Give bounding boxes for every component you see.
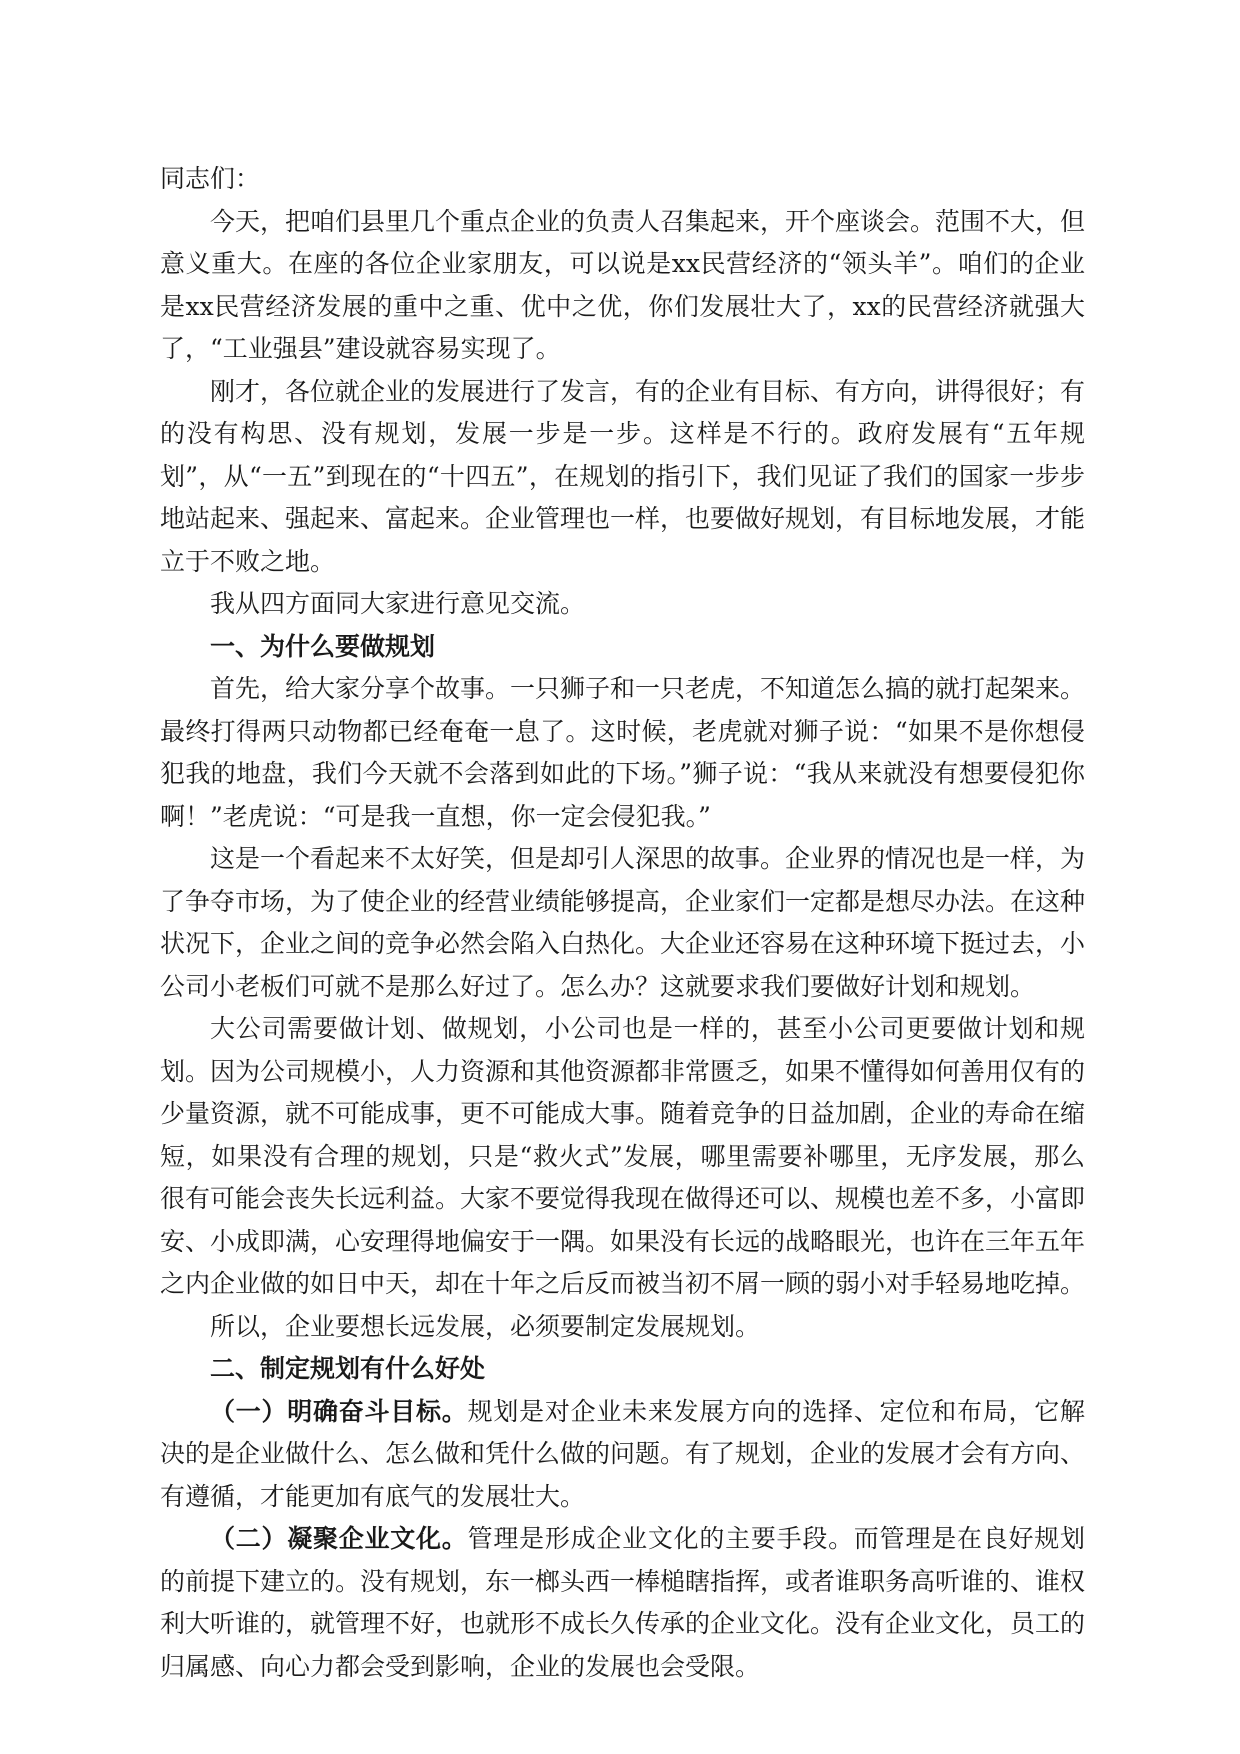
section-1-paragraph-1: 首先，给大家分享个故事。一只狮子和一只老虎，不知道怎么搞的就打起架来。最终打得两只动物都已经奄奄一息了。这时候，老虎就对狮子说：“如果不是你想侵犯我的地盘，我们今天就不会落到如此的下场。”狮子说：“我从来就没有想要侵犯你啊！”老虎说：“可是我一直想，你一定会侵犯我。” — [160, 674, 1086, 831]
document-body — [160, 158, 1085, 1688]
section-2-item-2-title: （二）凝聚企业文化。 — [210, 1524, 468, 1553]
section-1-paragraph-2: 这是一个看起来不太好笑，但是却引人深思的故事。企业界的情况也是一样，为了争夺市场，为了使企业的经营业绩能够提高，企业家们一定都是想尽办法。在这种状况下，企业之间的竞争必然会陷入白热化。大企业还容易在这种环境下挺过去，小公司小老板们可就不是那么好过了。怎么办？这就要求我们要做好计划和规划。 — [160, 844, 1086, 1001]
section-1-heading: 一、为什么要做规划 — [210, 631, 436, 661]
section-2-item-2-text: 管理是形成企业文化的主要手段。而管理是在良好规划的前提下建立的。没有规划，东一榔头西一棒槌瞎指挥，或者谁职务高听谁的、谁权利大听谁的，就管理不好，也就形不成长久传承的企业文化。没有企业文化，员工的归属感、向心力都会受到影响，企业的发展也会受限。 — [160, 1524, 1086, 1681]
intro-paragraph-1: 今天，把咱们县里几个重点企业的负责人召集起来，开个座谈会。范围不大，但意义重大。在座的各位企业家朋友，可以说是xx民营经济的“领头羊”。咱们的企业是xx民营经济发展的重中之重、优中之优，你们发展壮大了，xx的民营经济就强大了，“工业强县”建设就容易实现了。 — [160, 206, 1086, 363]
salutation: 同志们： — [160, 164, 261, 193]
intro-paragraph-3: 我从四方面同大家进行意见交流。 — [210, 589, 586, 618]
intro-paragraph-2: 刚才，各位就企业的发展进行了发言，有的企业有目标、有方向，讲得很好；有的没有构思、没有规划，发展一步是一步。这样是不行的。政府发展有“五年规划”，从“一五”到现在的“十四五”，在规划的指引下，我们见证了我们的国家一步步地站起来、强起来、富起来。企业管理也一样，也要做好规划，有目标地发展，才能立于不败之地。 — [160, 376, 1086, 576]
section-2-item-1-title: （一）明确奋斗目标。 — [210, 1396, 468, 1426]
section-2-item-1-text: 规划是对企业未来发展方向的选择、定位和布局，它解决的是企业做什么、怎么做和凭什么做的问题。有了规划，企业的发展才会有方向、有遵循，才能更加有底气的发展壮大。 — [160, 1396, 1086, 1511]
section-1-paragraph-4: 所以，企业要想长远发展，必须要制定发展规划。 — [210, 1311, 761, 1341]
section-2-heading: 二、制定规划有什么好处 — [210, 1354, 486, 1383]
section-2-item-1 — [160, 1391, 1085, 1519]
section-1-paragraph-3: 大公司需要做计划、做规划，小公司也是一样的，甚至小公司更要做计划和规划。因为公司规模小，人力资源和其他资源都非常匮乏，如果不懂得如何善用仅有的少量资源，就不可能成事，更不可能成大事。随着竞争的日益加剧，企业的寿命在缩短，如果没有合理的规划，只是“救火式”发展，哪里需要补哪里，无序发展，那么很有可能会丧失长远利益。大家不要觉得我现在做得还可以、规模也差不多，小富即安、小成即满，心安理得地偏安于一隅。如果没有长远的战略眼光，也许在三年五年之内企业做的如日中天，却在十年之后反而被当初不屑一顾的弱小对手轻易地吃掉。 — [160, 1014, 1086, 1298]
section-2-item-2 — [160, 1518, 1085, 1688]
